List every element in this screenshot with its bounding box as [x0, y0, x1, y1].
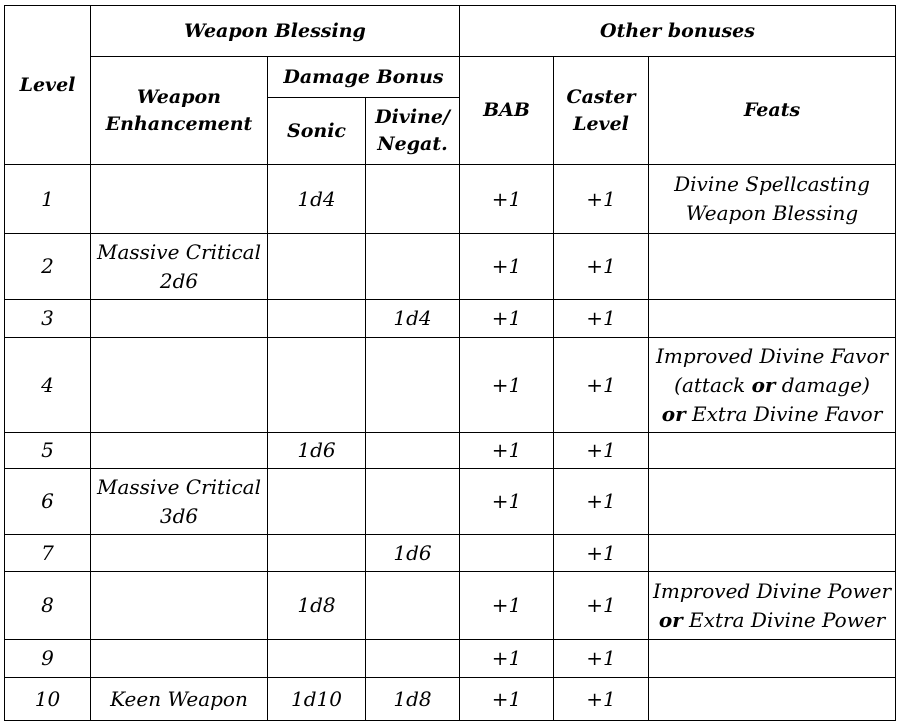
cell-caster-level: +1	[554, 535, 649, 572]
cell-bab	[460, 535, 554, 572]
enhancement-line: Keen Weapon	[110, 686, 248, 711]
table-row	[5, 234, 896, 300]
enhancement-line: 2d6	[159, 268, 199, 293]
cell-caster-level: +1	[554, 338, 649, 433]
cell-bab: +1	[460, 572, 554, 640]
cell-sonic	[268, 535, 366, 572]
header-level: Level	[5, 6, 91, 165]
header-divine-negat	[366, 98, 460, 165]
header-weapon-enhancement-line: Enhancement	[105, 112, 253, 135]
cell-weapon-enhancement	[91, 300, 268, 338]
cell-bab: +1	[460, 234, 554, 300]
header-damage-bonus: Damage Bonus	[268, 57, 460, 98]
header-weapon-blessing: Weapon Blessing	[91, 6, 460, 57]
cell-feats	[649, 469, 896, 535]
feat-text: (attack	[674, 372, 752, 397]
table-row	[5, 300, 896, 338]
feat-text: Extra Divine Favor	[685, 401, 883, 426]
table-body	[5, 165, 896, 721]
header-divine-negat-line: Divine/	[375, 106, 450, 128]
cell-sonic: 1d10	[268, 678, 366, 721]
cell-bab: +1	[460, 338, 554, 433]
table-row	[5, 535, 896, 572]
cell-weapon-enhancement	[91, 469, 268, 535]
header-weapon-enhancement	[91, 57, 268, 165]
cell-divine-negat	[366, 234, 460, 300]
cell-weapon-enhancement	[91, 165, 268, 234]
table-row	[5, 469, 896, 535]
feat-line	[653, 577, 891, 606]
table-row	[5, 433, 896, 469]
cell-divine-negat	[366, 469, 460, 535]
cell-feats	[649, 535, 896, 572]
feat-text: Improved Divine Favor	[655, 343, 889, 368]
cell-feats	[649, 572, 896, 640]
cell-bab: +1	[460, 469, 554, 535]
cell-caster-level: +1	[554, 640, 649, 678]
feat-text: Extra Divine Power	[682, 607, 886, 632]
cell-divine-negat	[366, 640, 460, 678]
cell-caster-level: +1	[554, 678, 649, 721]
cell-caster-level: +1	[554, 234, 649, 300]
feat-text: damage)	[775, 372, 870, 397]
feat-line	[653, 606, 891, 635]
cell-level: 9	[5, 640, 91, 678]
feat-keyword: or	[661, 401, 686, 426]
table-row	[5, 678, 896, 721]
cell-bab: +1	[460, 640, 554, 678]
cell-divine-negat: 1d4	[366, 300, 460, 338]
cell-sonic: 1d8	[268, 572, 366, 640]
cell-bab: +1	[460, 678, 554, 721]
cell-caster-level: +1	[554, 165, 649, 234]
cell-level: 10	[5, 678, 91, 721]
cell-feats	[649, 165, 896, 234]
cell-weapon-enhancement	[91, 338, 268, 433]
cell-sonic	[268, 300, 366, 338]
header-caster-level-line: Level	[573, 112, 629, 135]
cell-bab: +1	[460, 300, 554, 338]
feat-line	[653, 371, 891, 400]
level-progression-table	[4, 5, 896, 721]
header-weapon-enhancement-line: Weapon	[137, 85, 221, 108]
feat-line	[653, 170, 891, 199]
cell-level: 8	[5, 572, 91, 640]
cell-feats	[649, 234, 896, 300]
cell-level: 7	[5, 535, 91, 572]
cell-bab: +1	[460, 433, 554, 469]
table-row	[5, 640, 896, 678]
cell-caster-level: +1	[554, 300, 649, 338]
feat-line	[653, 342, 891, 371]
feat-line	[653, 400, 891, 429]
cell-caster-level: +1	[554, 469, 649, 535]
enhancement-line: 3d6	[159, 503, 199, 528]
cell-feats	[649, 678, 896, 721]
cell-sonic	[268, 640, 366, 678]
cell-caster-level: +1	[554, 433, 649, 469]
cell-level: 5	[5, 433, 91, 469]
cell-feats	[649, 300, 896, 338]
feat-text: Improved Divine Power	[653, 578, 891, 603]
header-divine-negat-line: Negat.	[377, 133, 448, 155]
cell-weapon-enhancement	[91, 640, 268, 678]
cell-divine-negat	[366, 165, 460, 234]
table-row	[5, 338, 896, 433]
cell-divine-negat	[366, 572, 460, 640]
cell-feats	[649, 338, 896, 433]
cell-sonic: 1d6	[268, 433, 366, 469]
feat-keyword: or	[751, 372, 776, 397]
table-row	[5, 572, 896, 640]
table-row	[5, 165, 896, 234]
header-feats: Feats	[649, 57, 896, 165]
cell-feats	[649, 433, 896, 469]
cell-sonic	[268, 338, 366, 433]
cell-level: 3	[5, 300, 91, 338]
header-sonic: Sonic	[268, 98, 366, 165]
header-bab: BAB	[460, 57, 554, 165]
cell-bab: +1	[460, 165, 554, 234]
header-caster-level	[554, 57, 649, 165]
feat-keyword: or	[658, 607, 683, 632]
cell-weapon-enhancement	[91, 678, 268, 721]
cell-divine-negat	[366, 433, 460, 469]
header-other-bonuses: Other bonuses	[460, 6, 896, 57]
cell-level: 4	[5, 338, 91, 433]
header-caster-level-line: Caster	[566, 85, 636, 108]
cell-caster-level: +1	[554, 572, 649, 640]
cell-divine-negat: 1d8	[366, 678, 460, 721]
cell-feats	[649, 640, 896, 678]
cell-level: 1	[5, 165, 91, 234]
cell-sonic	[268, 469, 366, 535]
feat-text: Divine Spellcasting	[674, 172, 870, 196]
cell-weapon-enhancement	[91, 572, 268, 640]
cell-level: 2	[5, 234, 91, 300]
cell-level: 6	[5, 469, 91, 535]
cell-weapon-enhancement	[91, 234, 268, 300]
cell-weapon-enhancement	[91, 433, 268, 469]
feat-text: Weapon Blessing	[685, 201, 859, 225]
enhancement-line: Massive Critical	[96, 474, 262, 499]
enhancement-line: Massive Critical	[96, 239, 262, 264]
cell-divine-negat	[366, 338, 460, 433]
cell-sonic	[268, 234, 366, 300]
feat-line	[653, 199, 891, 228]
cell-divine-negat: 1d6	[366, 535, 460, 572]
cell-sonic: 1d4	[268, 165, 366, 234]
cell-weapon-enhancement	[91, 535, 268, 572]
